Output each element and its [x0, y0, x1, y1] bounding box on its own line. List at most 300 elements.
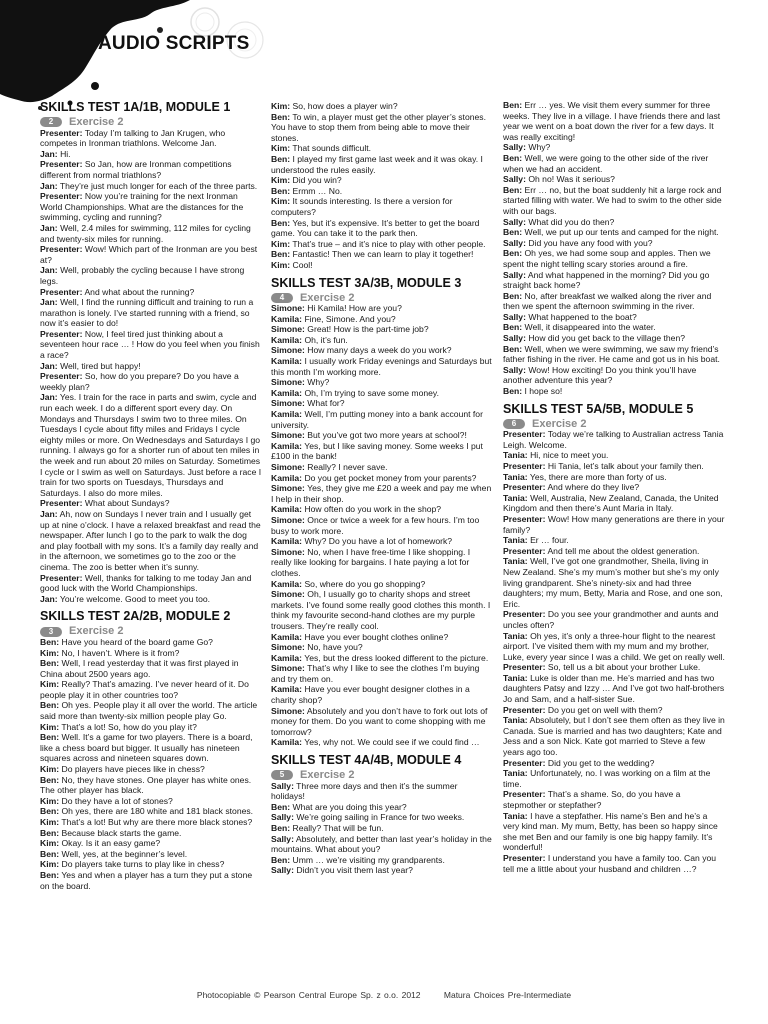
- speaker-name: Simone:: [271, 345, 305, 356]
- speaker-name: Kamila:: [271, 684, 303, 695]
- dialogue-text: No, after breakfast we walked along the river and then we spent the afternoon swimming in the river.: [503, 290, 712, 312]
- dialogue-line: [40, 287, 262, 298]
- dialogue-line: [503, 185, 725, 217]
- dialogue-line: [271, 196, 493, 217]
- speaker-name: Ben:: [503, 386, 523, 397]
- speaker-name: Kamila:: [271, 409, 303, 420]
- dialogue-line: [40, 679, 262, 700]
- dialogue-line: [271, 441, 493, 462]
- speaker-name: Tania:: [503, 715, 528, 726]
- dialogue-line: [503, 758, 725, 769]
- speaker-name: Presenter:: [503, 429, 546, 440]
- dialogue-text: Oh yes, it’s only a three-hour flight to the nearest airport. I’ve visited them with my mum and my brother, Luke, every year since I was a child. We get on really well.: [503, 630, 725, 662]
- dialogue-text: How often do you work in the shop?: [304, 504, 442, 515]
- speaker-name: Simone:: [271, 398, 305, 409]
- dialogue-line: [40, 838, 262, 849]
- dialogue-line: [271, 515, 493, 536]
- dialogue-text: Do players take turns to play like in chess?: [61, 859, 225, 870]
- dialogue-text: And where do they live?: [547, 482, 640, 493]
- speaker-name: Ben:: [271, 217, 291, 228]
- dialogue-text: Yes, but it’s expensive. It’s better to get the board game. You can take it to the park then.: [271, 217, 480, 239]
- dialogue-line: [271, 642, 493, 653]
- dialogue-line: [503, 174, 725, 185]
- speaker-name: Kamila:: [271, 440, 303, 451]
- dialogue-line: [503, 248, 725, 269]
- dialogue-text: What happened to the boat?: [528, 311, 637, 322]
- dialogue-line: [271, 781, 493, 802]
- dialogue-line: [503, 333, 725, 344]
- track-number-badge: 2: [40, 117, 62, 127]
- dialogue-text: Did you have any food with you?: [528, 237, 653, 248]
- dialogue-text: Have you heard of the board game Go?: [61, 636, 213, 647]
- dialogue-line: [40, 764, 262, 775]
- speaker-name: Sally:: [271, 833, 294, 844]
- dialogue-text: You’re welcome. Good to meet you too.: [59, 593, 211, 604]
- copyright-notice: Photocopiable © Pearson Central Europe Sp. z o.o. 2012: [196, 990, 421, 1000]
- dialogue-line: [40, 223, 262, 244]
- dialogue-text: Wow! Which part of the Ironman are you best at?: [40, 244, 258, 265]
- speaker-name: Simone:: [271, 663, 305, 674]
- speaker-name: Kim:: [271, 259, 291, 270]
- speaker-name: Tania:: [503, 672, 528, 683]
- dialogue-text: How many days a week do you work?: [307, 345, 452, 356]
- dialogue-text: That sounds difficult.: [292, 143, 372, 154]
- speaker-name: Ben:: [271, 153, 291, 164]
- speaker-name: Sally:: [503, 216, 526, 227]
- dialogue-text: Hi.: [60, 148, 71, 159]
- dialogue-line: [271, 473, 493, 484]
- speaker-name: Simone:: [271, 642, 305, 653]
- speaker-name: Ben:: [271, 111, 291, 122]
- dialogue-line: [503, 482, 725, 493]
- dialogue-text: And what about the running?: [84, 286, 195, 297]
- speaker-name: Sally:: [503, 269, 526, 280]
- speaker-name: Presenter:: [40, 244, 83, 255]
- speaker-name: Kim:: [271, 196, 291, 207]
- dialogue-text: Now, I feel tired just thinking about a seventeen hour race … ! How do you feel when you finish a race?: [40, 328, 260, 361]
- dialogue-text: And what happened in the morning? Did you go straight back home?: [503, 269, 710, 291]
- dialogue-text: What about Sundays?: [84, 498, 170, 509]
- dialogue-line: [40, 191, 262, 223]
- dialogue-text: Well, 2.4 miles for swimming, 112 miles for cycling and twenty-six miles for running.: [40, 222, 251, 244]
- dialogue-text: Yes, why not. We could see if we could find …: [304, 737, 480, 748]
- dialogue-line: [503, 322, 725, 333]
- dialogue-text: What did you do then?: [528, 216, 615, 227]
- dialogue-line: [503, 217, 725, 228]
- dialogue-text: Yes, they give me £20 a week and pay me when I help in their shop.: [271, 483, 492, 504]
- speaker-name: Ben:: [40, 636, 60, 647]
- dialogue-text: Well, probably the cycling because I have strong legs.: [40, 265, 245, 286]
- dialogue-line: [271, 335, 493, 346]
- dialogue-line: [40, 658, 262, 679]
- speaker-name: Simone:: [271, 430, 305, 441]
- speaker-name: Kamila:: [271, 472, 303, 483]
- dialogue-line: [40, 859, 262, 870]
- speaker-name: Sally:: [503, 364, 526, 375]
- dialogue-text: No, have you?: [307, 642, 363, 653]
- dialogue-line: [271, 409, 493, 430]
- dialogue-line: [271, 483, 493, 504]
- dialogue-line: [503, 238, 725, 249]
- dialogue-line: [503, 715, 725, 757]
- speaker-name: Ben:: [271, 854, 291, 865]
- dialogue-line: [271, 218, 493, 239]
- speaker-name: Sally:: [271, 865, 294, 876]
- dialogue-text: Hi Tania, let’s talk about your family then.: [547, 461, 704, 471]
- dialogue-text: Do you get on well with them?: [547, 704, 663, 715]
- dialogue-line: [503, 514, 725, 535]
- speaker-name: Ben:: [503, 322, 523, 333]
- dialogue-text: Unfortunately, no. I was working on a film at the time.: [503, 768, 711, 789]
- dialogue-line: [271, 154, 493, 175]
- dialogue-text: Well, it disappeared into the water.: [524, 322, 656, 333]
- dialogue-line: [271, 356, 493, 377]
- speaker-name: Ben:: [271, 185, 291, 196]
- section-heading: SKILLS TEST 2A/2B, MODULE 2: [40, 609, 231, 624]
- dialogue-text: Er … four.: [530, 535, 569, 546]
- dialogue-text: Do you see your grandmother and aunts and uncles often?: [503, 609, 719, 630]
- dialogue-line: [271, 536, 493, 547]
- section-heading: SKILLS TEST 1A/1B, MODULE 1: [40, 100, 231, 114]
- exercise-heading: [271, 293, 493, 304]
- dialogue-text: I played my first game last week and it was okay. I understood the rules easily.: [271, 153, 483, 175]
- speaker-name: Kamila:: [271, 578, 303, 589]
- section-heading: SKILLS TEST 5A/5B, MODULE 5: [503, 401, 694, 416]
- dialogue-line: [503, 100, 725, 142]
- speaker-name: Presenter:: [503, 757, 546, 768]
- dialogue-line: [503, 811, 725, 853]
- dialogue-text: Oh, it’s fun.: [304, 334, 348, 345]
- dialogue-text: We’re going sailing in France for two weeks.: [296, 812, 465, 823]
- dialogue-line: [503, 270, 725, 291]
- dialogue-line: [271, 260, 493, 271]
- dialogue-text: Have you ever bought designer clothes in a charity shop?: [271, 684, 470, 706]
- dialogue-text: Well, I find the running difficult and training to run a marathon is lonely. I’ve started running with a friend, so now it’s easier to do!: [40, 297, 254, 329]
- exercise-heading: [40, 117, 262, 128]
- dialogue-line: [271, 547, 493, 579]
- speaker-name: Ben:: [271, 801, 291, 812]
- dialogue-text: Really? That will be fun.: [292, 823, 384, 833]
- dialogue-text: Why?: [307, 377, 330, 388]
- dialogue-line: [40, 732, 262, 764]
- speaker-name: Ben:: [40, 700, 60, 711]
- book-title: Matura Choices Pre-Intermediate: [443, 990, 572, 1000]
- dialogue-line: [271, 239, 493, 250]
- dialogue-text: Once or twice a week for a few hours. I’m too busy to work more.: [271, 514, 480, 536]
- dialogue-line: [271, 112, 493, 144]
- speaker-name: Presenter:: [503, 482, 546, 493]
- dialogue-line: [40, 159, 262, 180]
- dialogue-text: Great! How is the part-time job?: [307, 324, 429, 335]
- dialogue-text: What are you doing this year?: [292, 801, 407, 812]
- dialogue-line: [271, 589, 493, 631]
- dialogue-line: [271, 101, 493, 112]
- dialogue-line: [503, 227, 725, 238]
- dialogue-text: That’s true – and it’s nice to play with other people.: [292, 238, 486, 249]
- dialogue-line: [271, 737, 493, 748]
- dialogue-line: [40, 265, 262, 286]
- section-heading: SKILLS TEST 3A/3B, MODULE 3: [271, 275, 462, 290]
- dialogue-line: [503, 312, 725, 323]
- dialogue-line: [271, 834, 493, 855]
- speaker-name: Kim:: [40, 859, 60, 870]
- dialogue-line: [40, 796, 262, 807]
- dialogue-line: [40, 244, 262, 265]
- speaker-name: Simone:: [271, 705, 305, 716]
- speaker-name: Sally:: [503, 174, 526, 185]
- speaker-name: Kamila:: [271, 334, 303, 345]
- dialogue-line: [271, 684, 493, 705]
- speaker-name: Presenter:: [40, 328, 83, 339]
- dialogue-text: Well, tired but happy!: [60, 360, 141, 371]
- dialogue-text: Well, thanks for talking to me today Jan and good luck with the World Championships.: [40, 572, 252, 594]
- dialogue-text: I have a stepfather. His name’s Ben and he’s a very kind man. My mum, Betty, has been so happy since she met Ben and our family is one big happy family. It’s wonderful!: [503, 810, 718, 853]
- dialogue-line: [503, 768, 725, 789]
- speaker-name: Kim:: [271, 143, 291, 154]
- dialogue-text: Cool!: [292, 259, 313, 270]
- dialogue-line: [271, 663, 493, 684]
- dialogue-text: Oh yes, we had some soup and apples. Then we spent the night telling scary stories around a fire.: [503, 248, 711, 269]
- dialogue-line: [40, 297, 262, 329]
- speaker-name: Presenter:: [503, 789, 546, 800]
- dialogue-line: [503, 789, 725, 810]
- dialogue-text: Oh no! Was it serious?: [528, 174, 615, 185]
- speaker-name: Jan:: [40, 148, 58, 159]
- dialogue-text: Oh yes. People play it all over the world. The article said more than twenty-six million people play Go.: [40, 700, 258, 722]
- speaker-name: Tania:: [503, 535, 528, 546]
- dialogue-line: [271, 398, 493, 409]
- dialogue-text: Yes and when a player has a turn they put a stone on the board.: [40, 869, 253, 891]
- dialogue-line: [40, 817, 262, 828]
- dialogue-text: Well, we were going to the other side of the river when we had an accident.: [503, 152, 709, 174]
- speaker-name: Ben:: [271, 823, 291, 833]
- speaker-name: Ben:: [503, 100, 523, 110]
- dialogue-line: [271, 855, 493, 866]
- dialogue-line: [503, 142, 725, 153]
- speaker-name: Tania:: [503, 768, 528, 779]
- dialogue-line: [271, 812, 493, 823]
- dialogue-text: I hope so!: [524, 386, 563, 397]
- speaker-name: Kamila:: [271, 313, 303, 324]
- speaker-name: Tania:: [503, 556, 528, 567]
- speaker-name: Jan:: [40, 265, 58, 276]
- speaker-name: Simone:: [271, 462, 305, 472]
- dialogue-text: Umm … we’re visiting my grandparents.: [292, 854, 445, 865]
- dialogue-line: [40, 849, 262, 860]
- dialogue-text: I usually work Friday evenings and Saturdays but this month I’m working more.: [271, 356, 492, 377]
- speaker-name: Ben:: [40, 848, 60, 859]
- speaker-name: Kim:: [40, 795, 60, 806]
- dialogue-line: [271, 579, 493, 590]
- dialogue-line: [40, 775, 262, 796]
- dialogue-line: [503, 472, 725, 483]
- dialogue-line: [503, 535, 725, 546]
- speaker-name: Kamila:: [271, 631, 303, 642]
- speaker-name: Presenter:: [40, 191, 83, 202]
- dialogue-text: Oh, I usually go to charity shops and street markets. I’ve found some really good clothes this month. I think my favourite second-hand clothes are my purple trousers. They’re really cool.: [271, 589, 491, 631]
- dialogue-line: [40, 371, 262, 392]
- dialogue-text: Absolutely, but I don’t see them often as they live in Canada. Sue is married and has two daughters; Kate and Jess and a son Nick. Kate got married to Steve a few years ago too.: [503, 715, 725, 758]
- dialogue-line: [503, 153, 725, 174]
- dialogue-line: [271, 303, 493, 314]
- dialogue-line: [40, 361, 262, 372]
- dialogue-line: [40, 594, 262, 605]
- dialogue-text: Yes, but I like saving money. Some weeks I put £100 in the bank!: [271, 440, 483, 462]
- dialogue-line: [271, 865, 493, 876]
- speaker-name: Jan:: [40, 508, 58, 519]
- speaker-name: Kamila:: [271, 737, 303, 748]
- exercise-label: Exercise 2: [532, 417, 587, 430]
- speaker-name: Tania:: [503, 492, 528, 503]
- speaker-name: Ben:: [40, 806, 60, 817]
- speaker-name: Ben:: [40, 827, 60, 838]
- dialogue-line: [271, 653, 493, 664]
- dialogue-line: [503, 705, 725, 716]
- dialogue-text: Did you win?: [292, 175, 342, 186]
- speaker-name: Presenter:: [40, 159, 83, 170]
- speaker-name: Kamila:: [271, 536, 303, 547]
- dialogue-text: Well, we put up our tents and camped for the night.: [524, 227, 719, 238]
- dialogue-text: Hi Kamila! How are you?: [307, 303, 402, 314]
- dialogue-text: Oh yes, there are 180 white and 181 black stones.: [61, 806, 254, 817]
- dialogue-text: That’s a lot! So, how do you play it?: [61, 721, 197, 732]
- dialogue-line: [503, 450, 725, 461]
- speaker-name: Tania:: [503, 471, 528, 482]
- dialogue-text: I understand you have a family too. Can you tell me a little about your husband and children …?: [503, 852, 717, 874]
- speaker-name: Tania:: [503, 810, 528, 821]
- dialogue-line: [271, 388, 493, 399]
- section-heading: SKILLS TEST 4A/4B, MODULE 4: [271, 753, 462, 768]
- speaker-name: Ben:: [271, 249, 291, 260]
- speaker-name: Ben:: [503, 290, 523, 301]
- dialogue-line: [271, 377, 493, 388]
- dialogue-text: No, I haven’t. Where is it from?: [61, 647, 180, 658]
- dialogue-line: [271, 249, 493, 260]
- speaker-name: Sally:: [503, 333, 526, 344]
- speaker-name: Presenter:: [503, 662, 546, 673]
- speaker-name: Simone:: [271, 514, 305, 525]
- dialogue-text: Err … yes. We visit them every summer for three weeks. They live in a village. I have friends there and last year we went on a boat down the river for a few days. It was really exciting!: [503, 100, 721, 142]
- text-column-2: [271, 101, 493, 876]
- dialogue-text: Well. It’s a game for two players. There is a board, like a chess board but bigger. It usually has nineteen squares across and nineteen squares down.: [40, 732, 253, 764]
- speaker-name: Ben:: [503, 248, 523, 259]
- speaker-name: Jan:: [40, 593, 58, 604]
- dialogue-line: [503, 556, 725, 609]
- dialogue-text: To win, a player must get the other player’s stones. You have to stop them from being able to move their stones.: [271, 111, 486, 143]
- dialogue-text: Okay. Is it an easy game?: [61, 838, 161, 849]
- dialogue-text: No, they have stones. One player has white ones. The other player has black.: [40, 774, 252, 796]
- speaker-name: Tania:: [503, 630, 528, 641]
- dialogue-text: Have you ever bought clothes online?: [304, 631, 449, 642]
- dialogue-line: [503, 853, 725, 874]
- dialogue-line: [40, 806, 262, 817]
- page-footer: [0, 990, 768, 1000]
- speaker-name: Simone:: [271, 483, 305, 494]
- dialogue-text: That’s a lot! But why are there more black stones?: [61, 817, 253, 827]
- speaker-name: Ben:: [40, 869, 60, 880]
- speaker-name: Kim:: [40, 817, 60, 827]
- dialogue-text: So, tell us a bit about your brother Luke.: [547, 662, 701, 673]
- track-number-badge: 4: [271, 293, 293, 303]
- text-column-1: [40, 100, 262, 891]
- exercise-heading: [40, 626, 262, 637]
- dialogue-text: Do they have a lot of stones?: [61, 795, 173, 806]
- dialogue-text: No, when I have free-time I like shopping. I really like looking for bargains. I hate paying a lot for clothes.: [271, 546, 471, 578]
- speaker-name: Kim:: [40, 764, 60, 775]
- speaker-name: Kim:: [40, 721, 60, 732]
- dialogue-text: So Jan, how are Ironman competitions different from normal triathlons?: [40, 159, 232, 180]
- dialogue-text: So, how do you prepare? Do you have a weekly plan?: [40, 371, 239, 392]
- speaker-name: Ben:: [503, 343, 523, 354]
- dialogue-line: [40, 498, 262, 509]
- speaker-name: Simone:: [271, 377, 305, 388]
- dialogue-line: [271, 186, 493, 197]
- dialogue-text: Wow! How exciting! Do you think you’ll have another adventure this year?: [503, 364, 697, 386]
- exercise-heading: [271, 770, 493, 781]
- dialogue-line: [503, 493, 725, 514]
- speaker-name: Ben:: [40, 774, 60, 785]
- dialogue-line: [271, 462, 493, 473]
- speaker-name: Presenter:: [503, 513, 546, 524]
- speaker-name: Presenter:: [40, 498, 83, 509]
- speaker-name: Simone:: [271, 546, 305, 557]
- dialogue-text: Three more days and then it’s the summer holidays!: [271, 780, 458, 802]
- dialogue-text: Hi, nice to meet you.: [530, 450, 609, 461]
- dialogue-text: Ah, now on Sundays I never train and I usually get up at nine o’clock. I have a relaxed breakfast and read the newspaper. After lunch I go to the park to walk the dog and play football with my sons. It’s a family day really and in the afternoon, we sometimes go to the zoo or the cinema. The zoo is better when it’s sunny.: [40, 508, 261, 572]
- speaker-name: Sally:: [503, 142, 526, 153]
- exercise-label: Exercise 2: [69, 625, 124, 638]
- exercise-label: Exercise 2: [300, 769, 355, 782]
- dialogue-text: What for?: [307, 398, 345, 409]
- dialogue-line: [40, 128, 262, 149]
- dialogue-line: [40, 573, 262, 594]
- dialogue-text: Well, I read yesterday that it was first played in China about 2500 years ago.: [40, 658, 239, 679]
- page-title: AUDIO SCRIPTS: [98, 33, 250, 54]
- speaker-name: Simone:: [271, 589, 305, 600]
- speaker-name: Jan:: [40, 360, 58, 371]
- speaker-name: Presenter:: [40, 371, 83, 382]
- exercise-label: Exercise 2: [69, 116, 124, 128]
- dialogue-line: [503, 429, 725, 450]
- speaker-name: Sally:: [503, 237, 526, 248]
- dialogue-text: And tell me about the oldest generation.: [547, 545, 700, 556]
- text-column-3: [503, 100, 725, 874]
- speaker-name: Simone:: [271, 324, 305, 335]
- speaker-name: Presenter:: [40, 286, 83, 297]
- dialogue-text: Really? That’s amazing. I’ve never heard of it. Do people play it in other countries too?: [40, 679, 249, 700]
- dialogue-text: Ermm … No.: [292, 185, 343, 196]
- speaker-name: Kamila:: [271, 652, 303, 663]
- dialogue-line: [40, 700, 262, 721]
- dialogue-text: Err … no, but the boat suddenly hit a large rock and started filling with water. We had to swim to the other side with our bags.: [503, 184, 722, 216]
- speaker-name: Kamila:: [271, 356, 303, 367]
- speaker-name: Sally:: [271, 812, 294, 823]
- speaker-name: Tania:: [503, 450, 528, 461]
- speaker-name: Ben:: [503, 227, 523, 238]
- speaker-name: Presenter:: [503, 704, 546, 715]
- dialogue-text: Yes, but the dress looked different to the picture.: [304, 652, 489, 663]
- dialogue-text: Luke is older than me. He’s married and has two daughters Patsy and Izzy … And I’ve got two half-brothers Jo and Sam, and a half-sister Sue.: [503, 672, 725, 705]
- dialogue-line: [503, 386, 725, 397]
- dialogue-text: Absolutely and you don’t have to fork out lots of money for them. Do you want to come shopping with me tomorrow?: [271, 705, 488, 737]
- dialogue-line: [271, 802, 493, 813]
- dialogue-text: Do you get pocket money from your parents?: [304, 472, 477, 483]
- dialogue-line: [271, 632, 493, 643]
- dialogue-text: Wow! How many generations are there in your family?: [503, 513, 725, 535]
- speaker-name: Jan:: [40, 297, 58, 308]
- dialogue-line: [503, 662, 725, 673]
- dialogue-line: [40, 870, 262, 891]
